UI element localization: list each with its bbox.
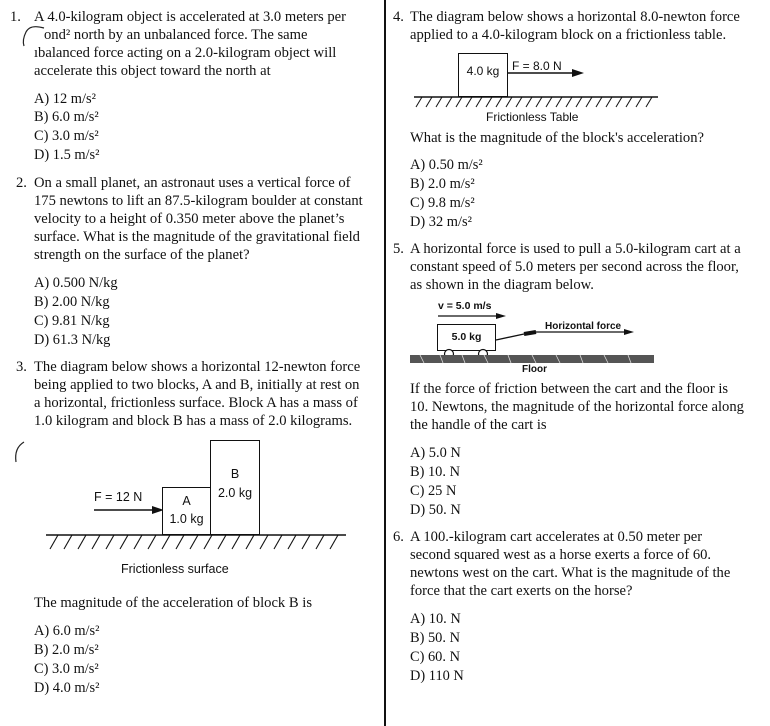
table-label: Frictionless Table: [486, 110, 579, 124]
answer-option-c[interactable]: C) 60. N: [410, 649, 460, 665]
question-line: strength on the surface of the planet?: [34, 247, 250, 263]
question-prompt: What is the magnitude of the block's acceleration?: [410, 130, 704, 146]
question-line: a horizontal, frictionless surface. Block A has a mass of: [34, 395, 358, 411]
block-b-mass: 2.0 kg: [217, 486, 253, 500]
question-number: 3.: [16, 359, 27, 375]
answer-option-d[interactable]: D) 61.3 N/kg: [34, 332, 111, 348]
question-number: 1.: [10, 9, 21, 25]
question-line: accelerate this object toward the north at: [34, 63, 271, 79]
question-number: 6.: [393, 529, 404, 545]
question-line: The diagram below shows a horizontal 8.0-newton force: [410, 9, 740, 25]
horizontal-force-label: Horizontal force: [545, 321, 622, 332]
question-prompt-line: the handle of the cart is: [410, 417, 547, 433]
cart-body: [437, 324, 496, 351]
question-line: On a small planet, an astronaut uses a vertical force of: [34, 175, 351, 191]
cart-mass: 5.0 kg: [451, 331, 482, 343]
block-a-mass: 1.0 kg: [169, 512, 204, 526]
question-line: constant speed of 5.0 meters per second across the floor,: [410, 259, 739, 275]
question-prompt: The magnitude of the acceleration of block B is: [34, 595, 312, 611]
question-line: velocity to a height of 0.350 meter above the planet’s: [34, 211, 345, 227]
force-label: F = 12 N: [94, 490, 143, 504]
answer-option-b[interactable]: B) 6.0 m/s²: [34, 109, 99, 125]
answer-option-c[interactable]: C) 3.0 m/s²: [34, 661, 99, 677]
answer-option-c[interactable]: C) 3.0 m/s²: [34, 128, 99, 144]
question-line: The diagram below shows a horizontal 12-newton force: [34, 359, 361, 375]
force-arrow-icon: [508, 67, 588, 79]
block-b: [210, 440, 260, 535]
question-line: surface. What is the magnitude of the gravitational field: [34, 229, 360, 245]
answer-option-a[interactable]: A) 0.50 m/s²: [410, 157, 483, 173]
question-line: force that the cart exerts on the horse?: [410, 583, 633, 599]
answer-option-d[interactable]: D) 1.5 m/s²: [34, 147, 100, 163]
question-prompt-line: If the force of friction between the cart and the floor is: [410, 381, 729, 397]
answer-option-d[interactable]: D) 50. N: [410, 502, 461, 518]
block: [458, 53, 508, 97]
answer-option-c[interactable]: C) 25 N: [410, 483, 457, 499]
answer-option-b[interactable]: B) 50. N: [410, 630, 460, 646]
answer-option-b[interactable]: B) 2.0 m/s²: [410, 176, 475, 192]
question-line: as shown in the diagram below.: [410, 277, 594, 293]
question-line: A 4.0-kilogram object is accelerated at 3.0 meters per: [34, 9, 347, 25]
velocity-arrow-icon: [438, 311, 518, 321]
surface-line: [46, 534, 356, 554]
answer-option-d[interactable]: D) 110 N: [410, 668, 464, 684]
block-a-name: A: [182, 494, 191, 508]
question-line: second squared west as a horse exerts a force of 60.: [410, 547, 712, 563]
question-number: 4.: [393, 9, 404, 25]
question-line: 175 newtons to lift an 87.5-kilogram boulder at constant: [34, 193, 363, 209]
block-mass: 4.0 kg: [466, 64, 500, 78]
answer-option-c[interactable]: C) 9.81 N/kg: [34, 313, 110, 329]
answer-option-d[interactable]: D) 4.0 m/s²: [34, 680, 100, 696]
answer-option-a[interactable]: A) 10. N: [410, 611, 461, 627]
answer-option-b[interactable]: B) 10. N: [410, 464, 460, 480]
answer-option-a[interactable]: A) 5.0 N: [410, 445, 461, 461]
answer-option-b[interactable]: B) 2.00 N/kg: [34, 294, 110, 310]
question-number: 2.: [16, 175, 27, 191]
question-line: A 100.-kilogram cart accelerates at 0.50 meter per: [410, 529, 703, 545]
floor-label: Floor: [522, 364, 547, 375]
question-line: newtons west on the cart. What is the magnitude of the: [410, 565, 731, 581]
question-line: ond² north by an unbalanced force. The same: [44, 27, 308, 43]
answer-option-b[interactable]: B) 2.0 m/s²: [34, 642, 99, 658]
answer-option-a[interactable]: A) 12 m/s²: [34, 91, 96, 107]
question-line: being applied to two blocks, A and B, initially at rest on: [34, 377, 360, 393]
block-b-name: B: [230, 467, 240, 481]
answer-option-a[interactable]: A) 6.0 m/s²: [34, 623, 100, 639]
answer-option-d[interactable]: D) 32 m/s²: [410, 214, 472, 230]
velocity-label: v = 5.0 m/s: [438, 300, 492, 312]
paper-curl-mark: [10, 440, 30, 470]
paper-curl-mark: [18, 24, 48, 48]
question-line: ıbalanced force acting on a 2.0-kilogram object will: [34, 45, 337, 61]
question-line: 1.0 kilogram and block B has a mass of 2.0 kilograms.: [34, 413, 353, 429]
question-number: 5.: [393, 241, 404, 257]
answer-option-c[interactable]: C) 9.8 m/s²: [410, 195, 475, 211]
question-line: A horizontal force is used to pull a 5.0-kilogram cart at a: [410, 241, 741, 257]
force-label: F = 8.0 N: [512, 59, 562, 73]
question-prompt-line: 10. Newtons, the magnitude of the horizontal force along: [410, 399, 744, 415]
answer-option-a[interactable]: A) 0.500 N/kg: [34, 275, 118, 291]
question-line: applied to a 4.0-kilogram block on a frictionless table.: [410, 27, 727, 43]
block-a: [162, 487, 211, 535]
column-divider: [384, 0, 386, 726]
surface-label: Frictionless surface: [121, 562, 229, 576]
